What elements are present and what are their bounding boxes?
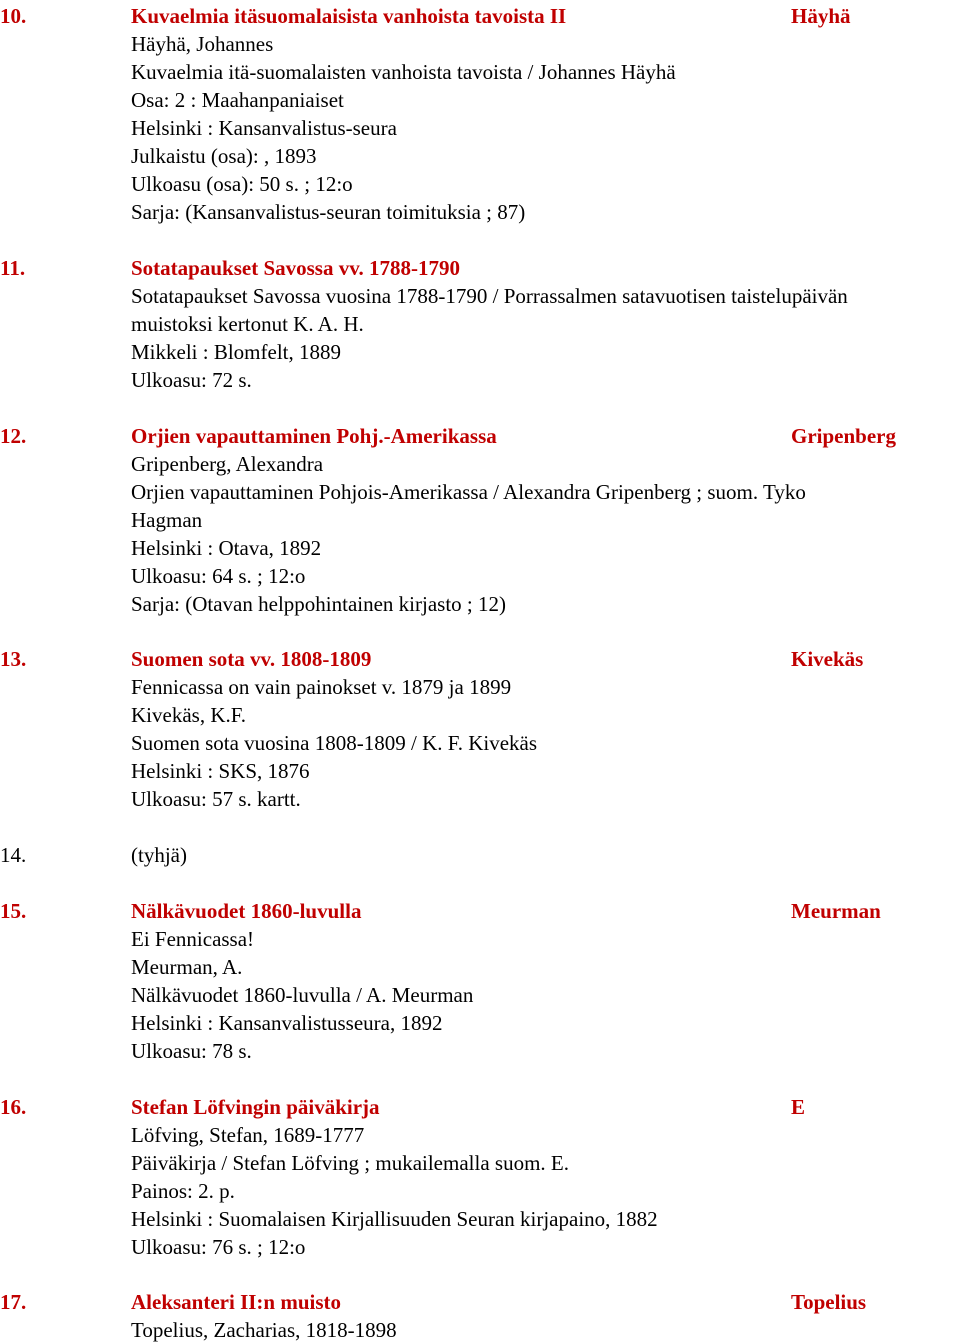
entry-detail-line: Helsinki : Kansanvalistusseura, 1892 <box>131 1011 443 1035</box>
entry-author-short: Kivekäs <box>791 647 864 671</box>
entry-detail-line: Gripenberg, Alexandra <box>131 452 324 476</box>
entry-detail-line: Häyhä, Johannes <box>131 32 274 56</box>
entry-detail-line: Helsinki : Kansanvalistus-seura <box>131 116 397 140</box>
entry-detail-line: Ulkoasu: 72 s. <box>131 368 252 392</box>
entry-title: Suomen sota vv. 1808-1809 <box>131 647 372 671</box>
entry-detail-line: Orjien vapauttaminen Pohjois-Amerikassa / Alexandra Gripenberg ; suom. Tyko <box>131 480 806 504</box>
entry-number: 16. <box>0 1095 27 1119</box>
entry-detail-line: muistoksi kertonut K. A. H. <box>131 312 364 336</box>
entry-heading <box>0 1288 960 1316</box>
entry-detail-line: Meurman, A. <box>131 955 243 979</box>
entry-title: Orjien vapauttaminen Pohj.-Amerikassa <box>131 424 497 448</box>
entry-author-short: E <box>791 1095 806 1119</box>
entry-detail-line: Sarja: (Kansanvalistus-seuran toimituksia ; 87) <box>131 200 526 224</box>
entry-detail-line: Helsinki : SKS, 1876 <box>131 759 310 783</box>
entry-detail-line: Ulkoasu: 64 s. ; 12:o <box>131 564 306 588</box>
entry-number: 13. <box>0 647 27 671</box>
entry-detail-line: Helsinki : Suomalaisen Kirjallisuuden Seuran kirjapaino, 1882 <box>131 1207 658 1231</box>
entry-detail-line: Ulkoasu: 57 s. kartt. <box>131 787 301 811</box>
entry-number: 14. <box>0 843 27 867</box>
entry-heading <box>0 422 960 450</box>
entry-heading <box>0 1093 960 1121</box>
entry-title: Stefan Löfvingin päiväkirja <box>131 1095 380 1119</box>
entry-heading <box>0 2 960 30</box>
entry-detail-line: Ulkoasu: 76 s. ; 12:o <box>131 1235 306 1259</box>
entry-detail-line: Ei Fennicassa! <box>131 927 255 951</box>
entry-detail-line: Suomen sota vuosina 1808-1809 / K. F. Kivekäs <box>131 731 538 755</box>
entry-author-short: Topelius <box>791 1290 867 1314</box>
entry-number: 11. <box>0 256 26 280</box>
entry-number: 10. <box>0 4 27 28</box>
entry-detail-line: Hagman <box>131 508 203 532</box>
entry-title: Nälkävuodet 1860-luvulla <box>131 899 362 923</box>
entry-detail-line: Painos: 2. p. <box>131 1179 235 1203</box>
entry-title: Sotatapaukset Savossa vv. 1788-1790 <box>131 256 461 280</box>
entry-number: 15. <box>0 899 27 923</box>
entry-author-short: Gripenberg <box>791 424 896 448</box>
entry-heading <box>0 841 960 869</box>
entry-detail-line: Mikkeli : Blomfelt, 1889 <box>131 340 341 364</box>
entry-number: 17. <box>0 1290 27 1314</box>
entry-detail-line: Ulkoasu: 78 s. <box>131 1039 252 1063</box>
entry-detail-line: Topelius, Zacharias, 1818-1898 <box>131 1318 397 1342</box>
entry-detail-line: Kivekäs, K.F. <box>131 703 246 727</box>
entry-detail-line: Julkaistu (osa): , 1893 <box>131 144 317 168</box>
entry-author-short: Häyhä <box>791 4 851 28</box>
entry-detail-line: Päiväkirja / Stefan Löfving ; mukailemalla suom. E. <box>131 1151 569 1175</box>
entry-title: Kuvaelmia itäsuomalaisista vanhoista tavoista II <box>131 4 567 28</box>
entry-detail-line: Ulkoasu (osa): 50 s. ; 12:o <box>131 172 353 196</box>
entry-detail-line: Fennicassa on vain painokset v. 1879 ja 1899 <box>131 675 512 699</box>
entry-title: (tyhjä) <box>131 843 187 867</box>
entry-title: Aleksanteri II:n muisto <box>131 1290 342 1314</box>
entry-detail-line: Löfving, Stefan, 1689-1777 <box>131 1123 365 1147</box>
entry-detail-line: Kuvaelmia itä-suomalaisten vanhoista tavoista / Johannes Häyhä <box>131 60 676 84</box>
entry-detail-line: Nälkävuodet 1860-luvulla / A. Meurman <box>131 983 474 1007</box>
entry-number: 12. <box>0 424 27 448</box>
entry-author-short: Meurman <box>791 899 881 923</box>
entry-detail-line: Sarja: (Otavan helppohintainen kirjasto ; 12) <box>131 592 506 616</box>
entry-detail-line: Sotatapaukset Savossa vuosina 1788-1790 / Porrassalmen satavuotisen taistelupäivän <box>131 284 848 308</box>
entry-detail-line: Helsinki : Otava, 1892 <box>131 536 322 560</box>
entry-detail-line: Osa: 2 : Maahanpaniaiset <box>131 88 344 112</box>
entry-heading <box>0 254 960 282</box>
entry-heading <box>0 645 960 673</box>
entry-heading <box>0 897 960 925</box>
